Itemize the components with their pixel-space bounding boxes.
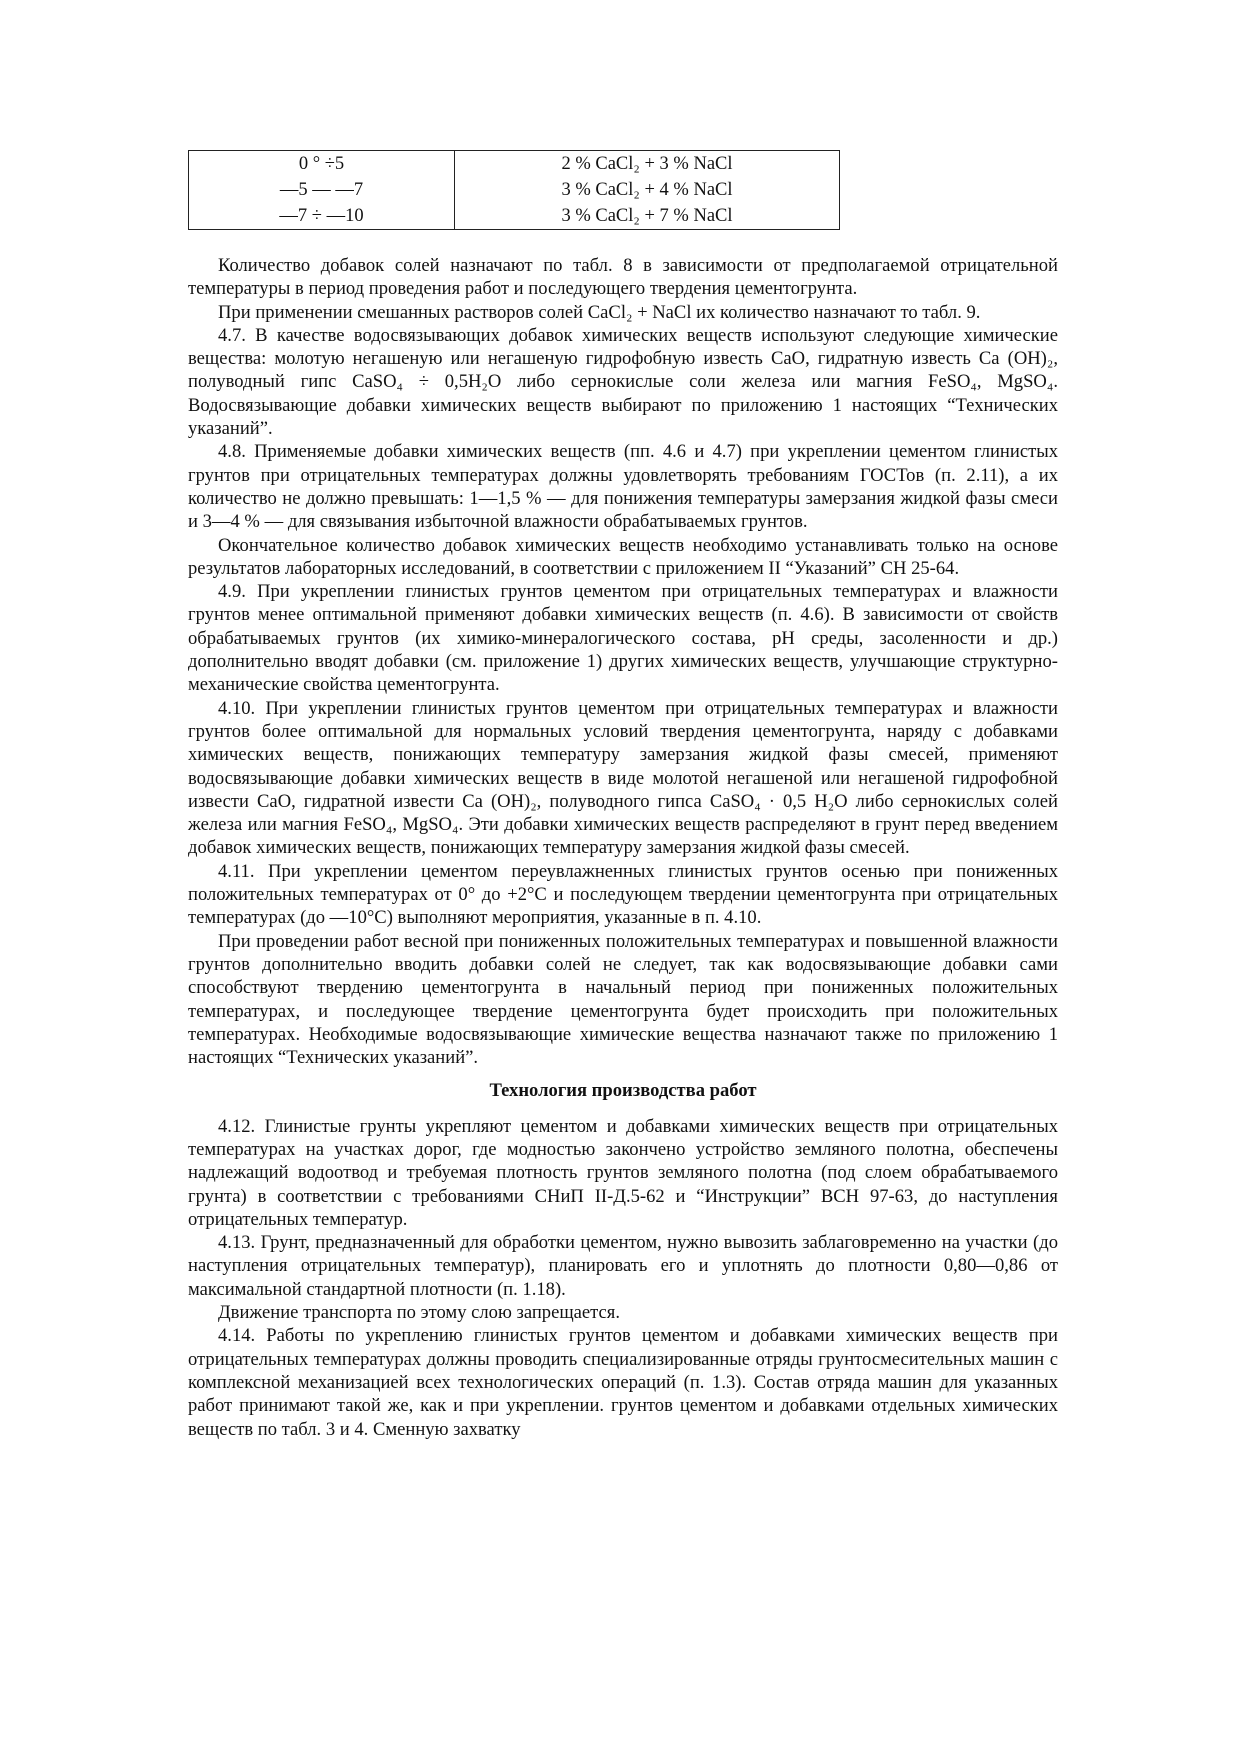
temperature-cell: 0 ° ÷5 [298, 154, 345, 174]
temperature-column [189, 151, 455, 230]
paragraph: 4.11. При укреплении цементом переувлажненных глинистых грунтов осенью при пониженных положительных температурах от 0° до +2°С и последующем твердении цементогрунта при отрицательных температурах (до —10°С) выполняют мероприятия, указанные в п. 4.10. [188, 860, 1058, 929]
section-heading: Технология производства работ [489, 1080, 757, 1102]
paragraph: 4.9. При укреплении глинистых грунтов цементом при отрицательных температурах и влажности грунтов менее оптимальной применяют добавки химических веществ (п. 4.6). В зависимости от свойств обрабатываемых грунтов (их химико-минералогического состава, pH среды, засоленности и др.) дополнительно вводят добавки (см. приложение 1) других химических веществ, улучшающие структурно-механические свойства цементогрунта. [188, 581, 1058, 696]
paragraph: При применении смешанных растворов солей CaCl₂ + NaCl их количество назначают то табл. 9. [218, 301, 981, 323]
mixture-cell: 2 % CaCl₂ + 3 % NaCl [561, 154, 733, 174]
paragraph: 4.12. Глинистые грунты укрепляют цементом и добавками химических веществ при отрицательных температурах на участках дорог, где модностью закончено устройство земляного полотна, обеспечены надлежащий водоотвод и требуемая плотность грунтов земляного полотна (под слоем обрабатываемого грунта) в соответствии с требованиями СНиП II-Д.5-62 и “Инструкции” ВСН 97-63, до наступления отрицательных температур. [188, 1115, 1058, 1230]
paragraph: 4.13. Грунт, предназначенный для обработки цементом, нужно вывозить заблаговременно на участки (до наступления отрицательных температур), планировать его и уплотнять до плотности 0,80—0,86 от максимальной стандартной плотности (п. 1.18). [188, 1232, 1058, 1300]
table-row [189, 151, 840, 230]
document-body [188, 254, 1058, 1441]
paragraph: 4.8. Применяемые добавки химических веществ (пп. 4.6 и 4.7) при укреплении цементом глинистых грунтов при отрицательных температурах должны удовлетворять требованиям ГОСТов (п. 2.11), а их количество не должно превышать: 1—1,5 % — для понижения температуры замерзания жидкой фазы смеси и 3—4 % — для связывания избыточной влажности обрабатываемых грунтов. [188, 441, 1058, 533]
temperature-cell: —7 ÷ —10 [279, 206, 364, 226]
paragraph: Движение транспорта по этому слою запрещается. [218, 1302, 620, 1324]
mixture-column [455, 151, 840, 230]
paragraph: Окончательное количество добавок химических веществ необходимо устанавливать только на основе результатов лабораторных исследований, в соответствии с приложением II “Указаний” СН 25-64. [188, 534, 1058, 579]
mixture-cell: 3 % CaCl₂ + 4 % NaCl [561, 180, 733, 200]
paragraph: 4.7. В качестве водосвязывающих добавок химических веществ используют следующие химические вещества: молотую негашеную или негашеную гидрофобную известь CaO, гидратную известь Ca (OH)₂, полуводный гипс CaSO₄ ÷ 0,5H₂O либо сернокислые соли железа или магния FeSO₄, MgSO₄. Водосвязывающие добавки химических веществ выбирают по приложению 1 настоящих “Технических указаний”. [188, 324, 1058, 440]
paragraph: При проведении работ весной при пониженных положительных температурах и повышенной влажности грунтов дополнительно вводить добавки солей не следует, так как водосвязывающие добавки сами способствуют твердению цементогрунта в начальный период при пониженных положительных температурах, и последующее твердение цементогрунта будет происходить при положительных температурах. Необходимые водосвязывающие химические вещества назначают также по приложению 1 настоящих “Технических указаний”. [188, 930, 1058, 1069]
temperature-cell: —5 — —7 [279, 180, 364, 200]
paragraph: 4.10. При укреплении глинистых грунтов цементом при отрицательных температурах и влажности грунтов более оптимальной для нормальных условий твердения цементогрунта, наряду с добавками химических веществ, понижающих температуру замерзания жидкой фазы смесей, применяют водосвязывающие добавки химических веществ в виде молотой негашеной или негашеной гидрофобной извести CaO, гидратной извести Ca (OH)₂, полуводного гипса CaSO₄ · 0,5 H₂O либо сернокислых солей железа или магния FeSO₄, MgSO₄. Эти добавки химических веществ распределяют в грунт перед введением добавок химических веществ, понижающих температуру замерзания жидкой фазы смесей. [188, 697, 1058, 859]
mixture-cell: 3 % CaCl₂ + 7 % NaCl [561, 206, 733, 226]
document-page [188, 150, 1058, 1441]
salt-additive-table [188, 150, 840, 230]
paragraph: Количество добавок солей назначают по табл. 8 в зависимости от предполагаемой отрицательной температуры в период проведения работ и последующего твердения цементогрунта. [188, 255, 1058, 300]
paragraph: 4.14. Работы по укреплению глинистых грунтов цементом и добавками химических веществ при отрицательных температурах должны проводить специализированные отряды грунтосмесительных машин с комплексной механизацией всех технологических операций (п. 1.3). Состав отряда машин для указанных работ принимают такой же, как и при укреплении. грунтов цементом и добавками отдельных химических веществ по табл. 3 и 4. Сменную захватку [188, 1325, 1058, 1440]
